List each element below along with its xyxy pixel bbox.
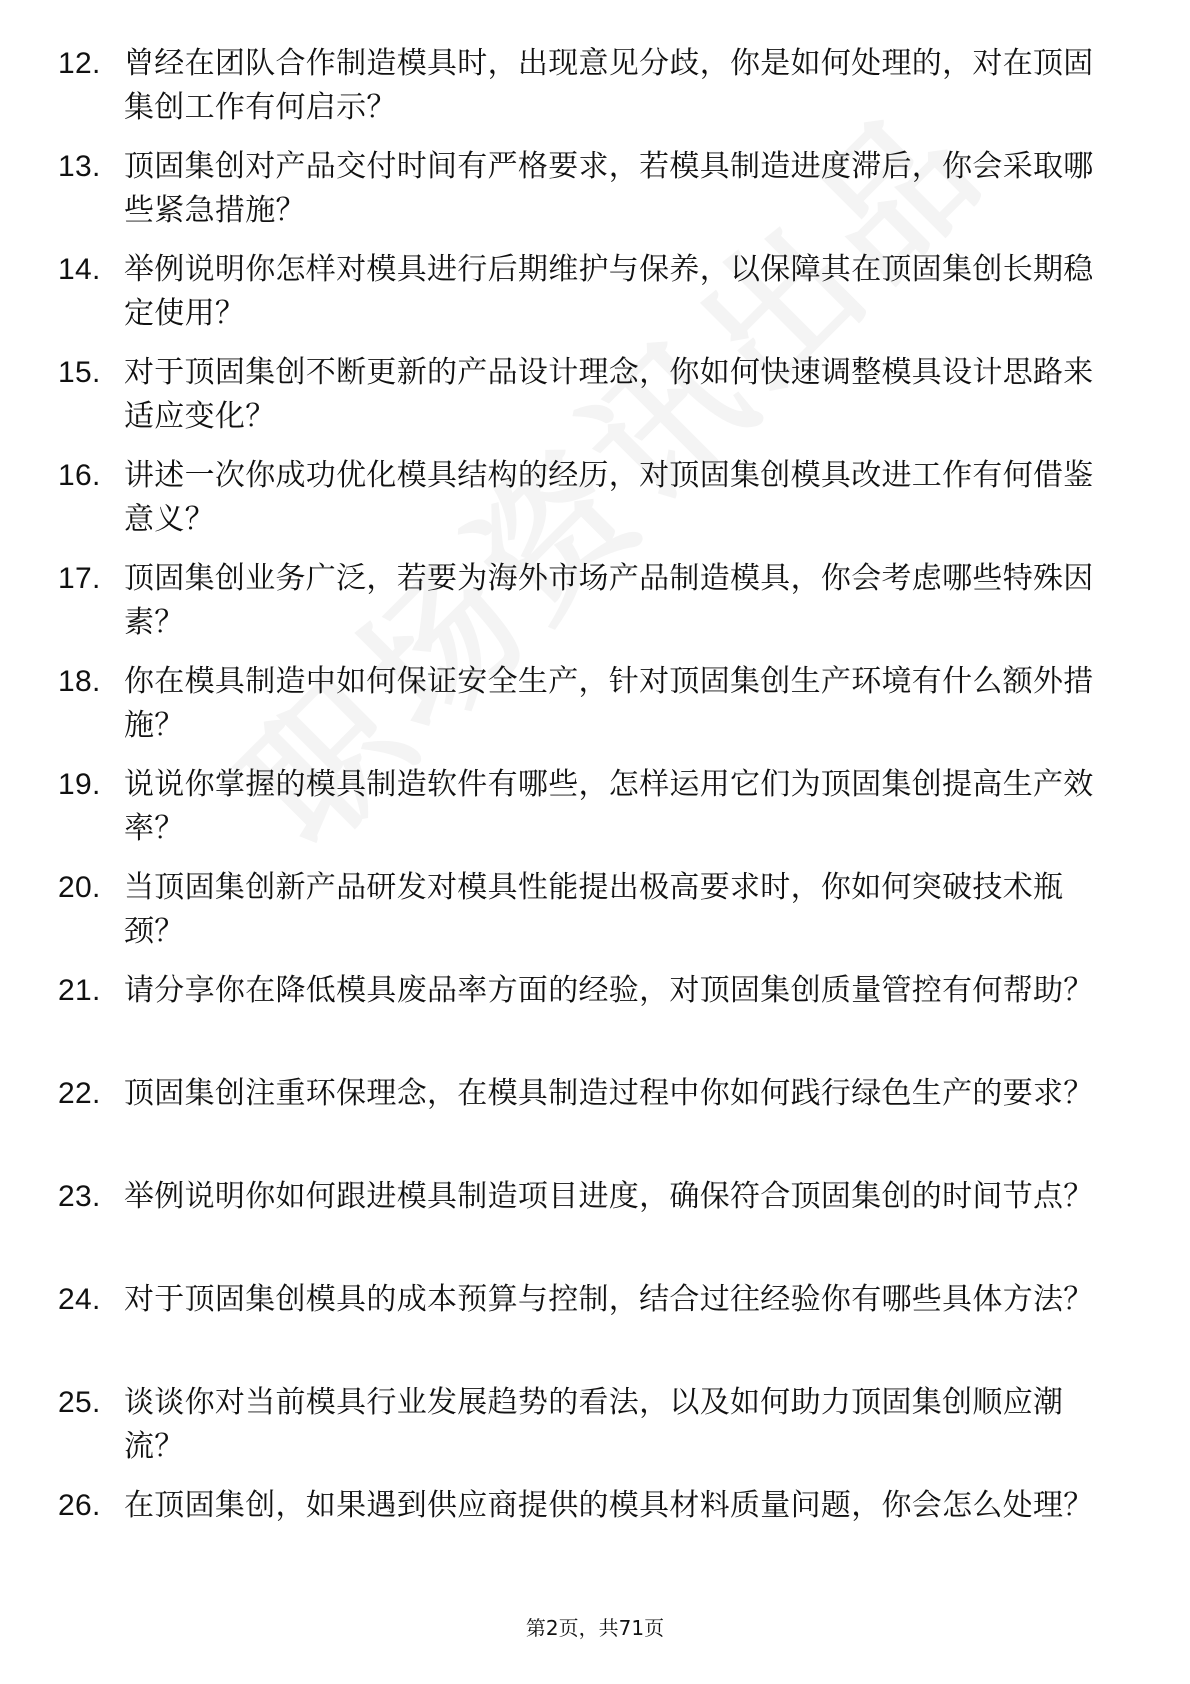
- question-item: [58, 866, 1118, 954]
- question-number: 16.: [58, 459, 101, 492]
- question-item: [58, 763, 1118, 851]
- question-text: 请分享你在降低模具废品率方面的经验，对顶固集创质量管控有何帮助？: [124, 973, 1094, 1008]
- question-number: 21.: [58, 974, 101, 1007]
- question-number: 17.: [58, 562, 101, 595]
- question-number: 20.: [58, 871, 101, 904]
- question-number: 26.: [58, 1489, 101, 1522]
- page-number-label: 第2页，共71页: [525, 1616, 665, 1640]
- question-number: 25.: [58, 1386, 101, 1419]
- question-text: 顶固集创对产品交付时间有严格要求，若模具制造进度滞后，你会采取哪些紧急措施？: [124, 149, 1094, 228]
- question-number: 18.: [58, 665, 101, 698]
- question-text: 举例说明你怎样对模具进行后期维护与保养，以保障其在顶固集创长期稳定使用？: [124, 252, 1094, 331]
- question-text: 顶固集创业务广泛，若要为海外市场产品制造模具，你会考虑哪些特殊因素？: [124, 561, 1094, 640]
- question-item: [58, 1278, 1118, 1366]
- question-number: 12.: [58, 47, 101, 80]
- question-number: 15.: [58, 356, 101, 389]
- question-number: 22.: [58, 1077, 101, 1110]
- question-item: [58, 969, 1118, 1057]
- page-footer: [0, 1612, 1190, 1641]
- question-text: 顶固集创注重环保理念，在模具制造过程中你如何践行绿色生产的要求？: [124, 1076, 1094, 1111]
- question-item: [58, 557, 1118, 645]
- question-item: [58, 660, 1118, 748]
- question-text: 谈谈你对当前模具行业发展趋势的看法，以及如何助力顶固集创顺应潮流？: [124, 1385, 1064, 1464]
- question-text: 曾经在团队合作制造模具时，出现意见分歧，你是如何处理的，对在顶固集创工作有何启示？: [124, 46, 1094, 125]
- question-text: 举例说明你如何跟进模具制造项目进度，确保符合顶固集创的时间节点？: [124, 1179, 1094, 1214]
- question-item: [58, 1072, 1118, 1160]
- question-text: 对于顶固集创模具的成本预算与控制，结合过往经验你有哪些具体方法？: [124, 1282, 1094, 1317]
- question-item: [58, 1381, 1118, 1469]
- question-item: [58, 351, 1118, 439]
- question-item: [58, 454, 1118, 542]
- question-item: [58, 1484, 1118, 1572]
- question-number: 14.: [58, 253, 101, 286]
- question-item: [58, 145, 1118, 233]
- question-number: 13.: [58, 150, 101, 183]
- question-text: 你在模具制造中如何保证安全生产，针对顶固集创生产环境有什么额外措施？: [124, 664, 1094, 743]
- question-item: [58, 42, 1118, 130]
- question-text: 当顶固集创新产品研发对模具性能提出极高要求时，你如何突破技术瓶颈？: [124, 870, 1064, 949]
- question-number: 23.: [58, 1180, 101, 1213]
- question-text: 说说你掌握的模具制造软件有哪些，怎样运用它们为顶固集创提高生产效率？: [124, 767, 1094, 846]
- question-text: 讲述一次你成功优化模具结构的经历，对顶固集创模具改进工作有何借鉴意义？: [124, 458, 1094, 537]
- question-list: [58, 42, 1118, 1587]
- question-number: 24.: [58, 1283, 101, 1316]
- question-text: 在顶固集创，如果遇到供应商提供的模具材料质量问题，你会怎么处理？: [124, 1488, 1094, 1523]
- question-item: [58, 1175, 1118, 1263]
- question-text: 对于顶固集创不断更新的产品设计理念，你如何快速调整模具设计思路来适应变化？: [124, 355, 1094, 434]
- question-item: [58, 248, 1118, 336]
- question-number: 19.: [58, 768, 101, 801]
